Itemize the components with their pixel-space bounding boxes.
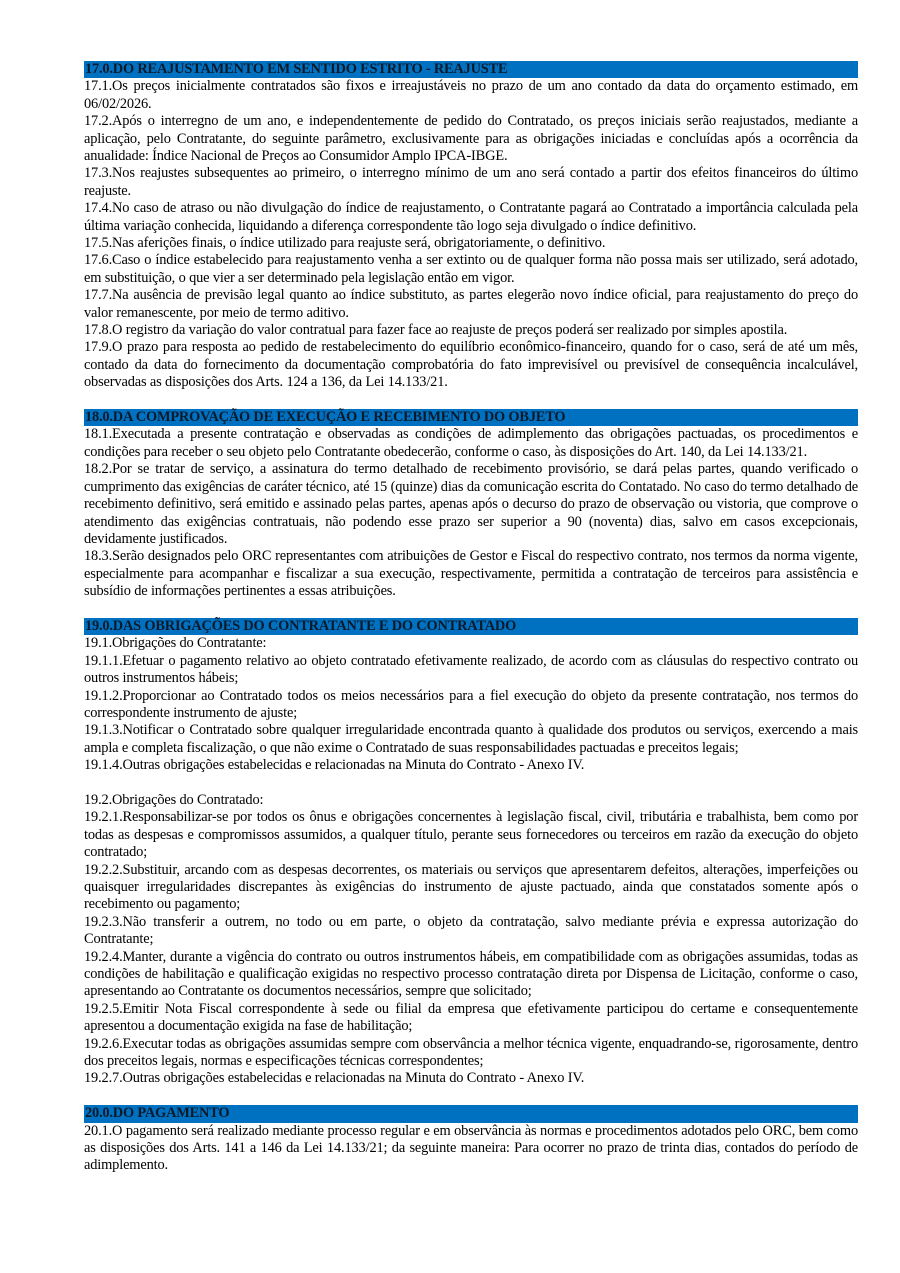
clause-paragraph: 19.2.2.Substituir, arcando com as despesas decorrentes, os materiais ou serviços que apresentarem defeitos, alterações, imperfeições ou quaisquer irregularidades discrepantes às exigências do instrumento de ajuste pactuado, ainda que constatados somente após o recebimento ou pagamento; <box>84 861 858 913</box>
clause-paragraph: 18.1.Executada a presente contratação e observadas as condições de adimplemento das obrigações pactuadas, os procedimentos e condições para receber o seu objeto pelo Contratante obedecerão, conforme o caso, às disposições do Art. 140, da Lei 14.133/21. <box>84 426 858 460</box>
document-page <box>84 61 858 1175</box>
spacer <box>84 775 858 792</box>
clause-paragraph: 17.4.No caso de atraso ou não divulgação do índice de reajustamento, o Contratante pagará ao Contratado a importância calculada pela última variação conhecida, liquidando a diferença correspondente tão logo seja divulgado o índice definitivo. <box>84 200 858 234</box>
clause-paragraph: 19.1.1.Efetuar o pagamento relativo ao objeto contratado efetivamente realizado, de acordo com as cláusulas do respectivo contrato ou outros instrumentos hábeis; <box>84 652 858 687</box>
clause-paragraph: 17.1.Os preços inicialmente contratados são fixos e irreajustáveis no prazo de um ano contado da data do orçamento estimado, em 06/02/2026. <box>84 78 858 112</box>
section-heading: 18.0.DA COMPROVAÇÃO DE EXECUÇÃO E RECEBIMENTO DO OBJETO <box>84 409 858 426</box>
clause-paragraph: 19.2.6.Executar todas as obrigações assumidas sempre com observância a melhor técnica vigente, enquadrando-se, rigorosamente, dentro dos preceitos legais, normas e especificações técnicas correspondentes; <box>84 1035 858 1070</box>
clause-paragraph: 18.3.Serão designados pelo ORC representantes com atribuições de Gestor e Fiscal do respectivo contrato, nos termos da norma vigente, especialmente para acompanhar e fiscalizar a sua execução, respectivamente, permitida a contratação de terceiros para assistência e subsídio de informações pertinentes a essas atribuições. <box>84 548 858 600</box>
clause-paragraph: 19.2.1.Responsabilizar-se por todos os ônus e obrigações concernentes à legislação fiscal, civil, tributária e trabalhista, bem como por todas as despesas e compromissos assumidos, a qualquer título, perante seus fornecedores ou terceiros em razão da execução do objeto contratado; <box>84 809 858 861</box>
spacer <box>84 392 858 409</box>
clause-paragraph: 19.1.3.Notificar o Contratado sobre qualquer irregularidade encontrada quanto à qualidade dos produtos ou serviços, exercendo a mais ampla e completa fiscalização, o que não exime o Contratado de suas responsabilidades pactuadas e preceitos legais; <box>84 722 858 756</box>
clause-paragraph: 17.7.Na ausência de previsão legal quanto ao índice substituto, as partes elegerão novo índice oficial, para reajustamento do preço do valor remanescente, por meio de termo aditivo. <box>84 287 858 321</box>
clause-paragraph: 19.2.7.Outras obrigações estabelecidas e relacionadas na Minuta do Contrato - Anexo IV. <box>84 1070 585 1087</box>
clause-paragraph: 17.9.O prazo para resposta ao pedido de restabelecimento do equilíbrio econômico-financeiro, quando for o caso, será de até um mês, contado da data do fornecimento da documentação comprobatória do fato imprevisível ou previsível de consequência incalculável, observadas as disposições dos Arts. 124 a 136, da Lei 14.133/21. <box>84 339 858 391</box>
clause-paragraph: 17.5.Nas aferições finais, o índice utilizado para reajuste será, obrigatoriamente, o definitivo. <box>84 235 606 252</box>
clause-paragraph: 19.2.5.Emitir Nota Fiscal correspondente à sede ou filial da empresa que efetivamente participou do certame e consequentemente apresentou a documentação exigida na fase de habilitação; <box>84 1000 858 1035</box>
section-18 <box>84 409 858 600</box>
clause-paragraph: 17.8.O registro da variação do valor contratual para fazer face ao reajuste de preços poderá ser realizado por simples apostila. <box>84 322 788 339</box>
section-heading: 17.0.DO REAJUSTAMENTO EM SENTIDO ESTRITO - REAJUSTE <box>84 61 858 78</box>
clause-paragraph: 19.2.3.Não transferir a outrem, no todo ou em parte, o objeto da contratação, salvo mediante prévia e expressa autorização do Contratante; <box>84 913 858 948</box>
clause-paragraph: 19.1.Obrigações do Contratante: <box>84 635 267 652</box>
clause-paragraph: 19.1.2.Proporcionar ao Contratado todos os meios necessários para a fiel execução do objeto da presente contratação, nos termos do correspondente instrumento de ajuste; <box>84 687 858 721</box>
clause-paragraph: 20.1.O pagamento será realizado mediante processo regular e em observância às normas e procedimentos adotados pelo ORC, bem como as disposições dos Arts. 141 a 146 da Lei 14.133/21; da seguinte maneira: Para ocorrer no prazo de trinta dias, contados do período de adimplemento. <box>84 1122 858 1174</box>
spacer <box>84 601 858 618</box>
section-17 <box>84 61 858 392</box>
section-heading: 19.0.DAS OBRIGAÇÕES DO CONTRATANTE E DO CONTRATADO <box>84 618 858 635</box>
section-19 <box>84 618 858 1088</box>
clause-paragraph: 19.1.4.Outras obrigações estabelecidas e relacionadas na Minuta do Contrato - Anexo IV. <box>84 757 585 774</box>
clause-paragraph: 17.6.Caso o índice estabelecido para reajustamento venha a ser extinto ou de qualquer forma não possa mais ser utilizado, será adotado, em substituição, o que vier a ser determinado pela legislação então em vigor. <box>84 252 858 286</box>
clause-paragraph: 19.2.Obrigações do Contratado: <box>84 791 264 808</box>
clause-paragraph: 18.2.Por se tratar de serviço, a assinatura do termo detalhado de recebimento provisório, se dará pelas partes, quando verificado o cumprimento das exigências de caráter técnico, até 15 (quinze) dias da comunicação escrita do Contatado. No caso do termo detalhado de recebimento definitivo, será emitido e assinado pelas partes, apenas após o decurso do prazo de observação ou vistoria, que comprove o atendimento das exigências contratuais, não podendo esse prazo ser superior a 90 (noventa) dias, salvo em casos excepcionais, devidamente justificados. <box>84 461 858 547</box>
section-heading: 20.0.DO PAGAMENTO <box>84 1105 858 1122</box>
spacer <box>84 1088 858 1105</box>
clause-paragraph: 17.2.Após o interregno de um ano, e independentemente de pedido do Contratado, os preços iniciais serão reajustados, mediante a aplicação, pelo Contratante, do seguinte parâmetro, exclusivamente para as obrigações iniciadas e concluídas após a ocorrência da anualidade: Índice Nacional de Preços ao Consumidor Amplo IPCA-IBGE. <box>84 113 858 165</box>
section-20 <box>84 1105 858 1175</box>
clause-paragraph: 17.3.Nos reajustes subsequentes ao primeiro, o interregno mínimo de um ano será contado a partir dos efeitos financeiros do último reajuste. <box>84 165 858 199</box>
clause-paragraph: 19.2.4.Manter, durante a vigência do contrato ou outros instrumentos hábeis, em compatibilidade com as obrigações assumidas, todas as condições de habilitação e qualificação exigidas no respectivo processo contratação direta por Dispensa de Licitação, conforme o caso, apresentando ao Contratante os documentos necessários, sempre que solicitado; <box>84 948 858 1000</box>
